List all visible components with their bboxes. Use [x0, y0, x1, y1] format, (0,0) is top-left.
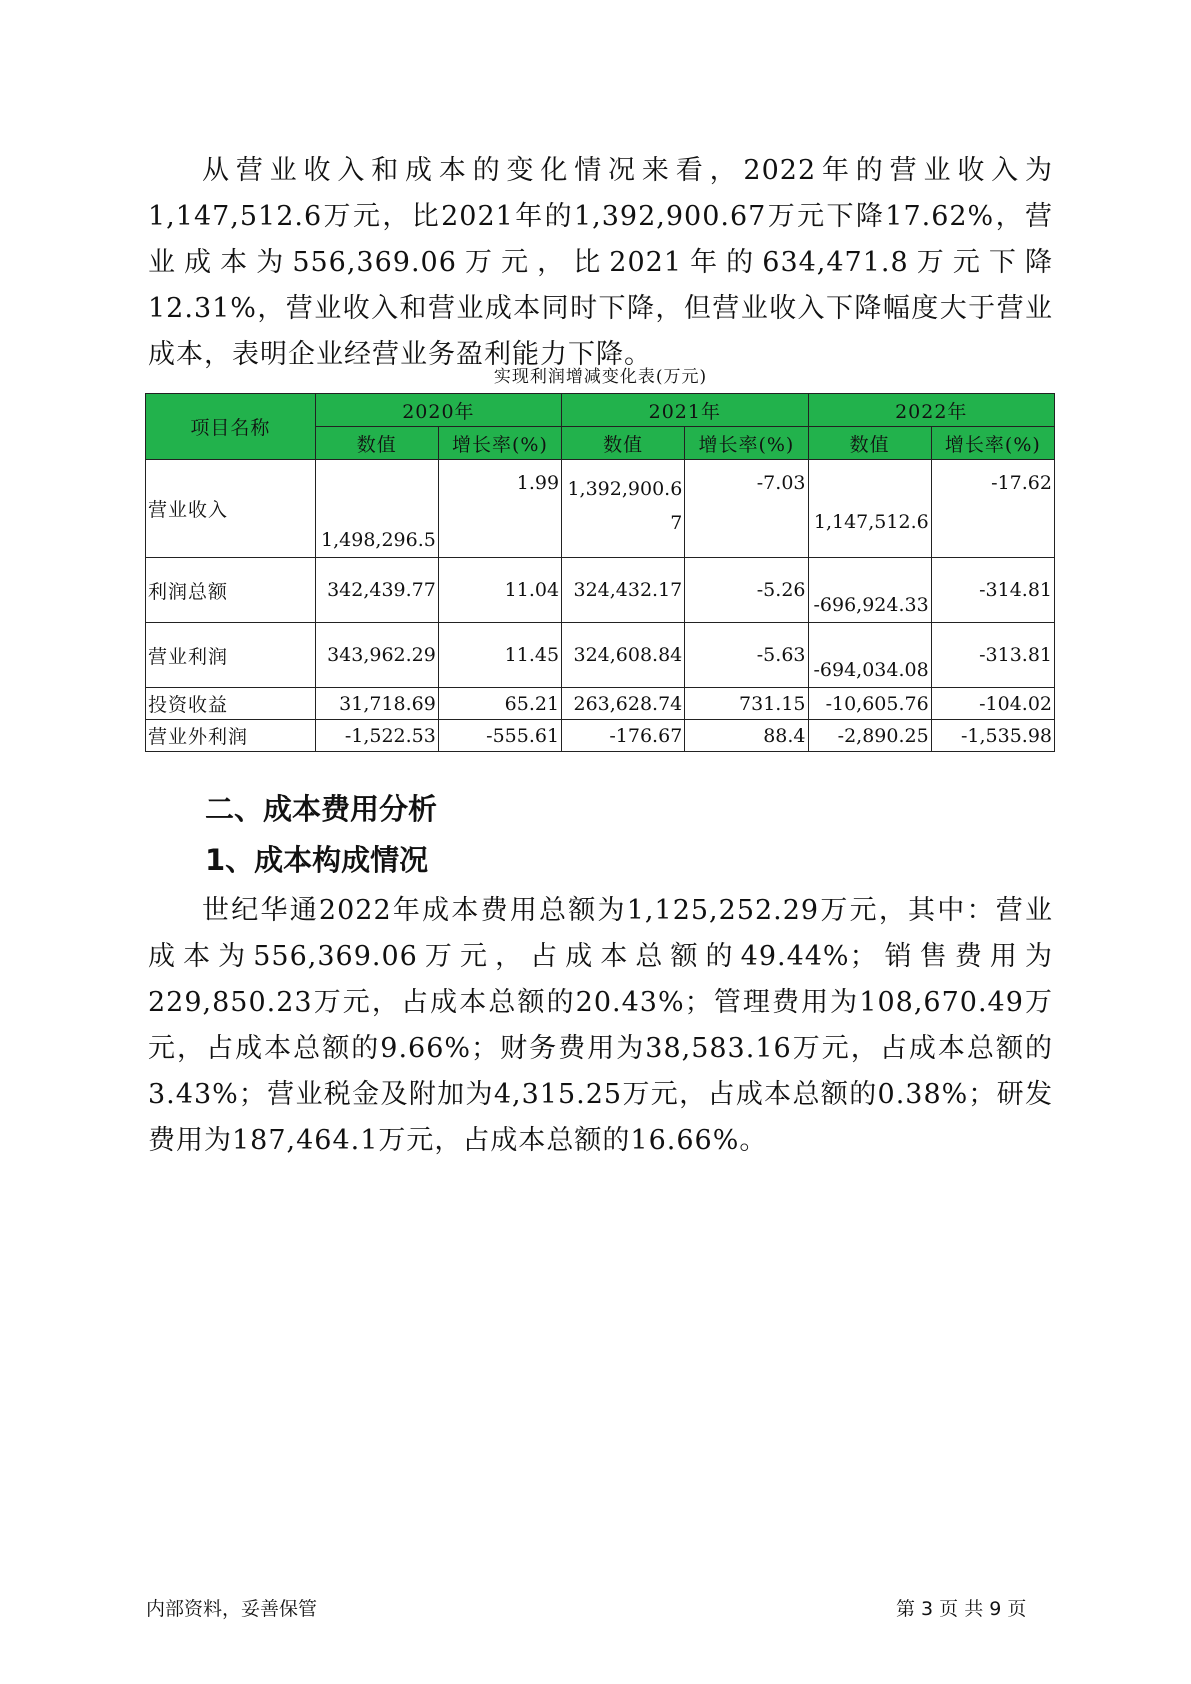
row-name: 营业利润 — [146, 623, 316, 688]
value-2021: 324,608.84 — [562, 623, 685, 688]
rate-2020: 11.04 — [438, 558, 561, 623]
table-header-row — [146, 394, 1055, 427]
page-number: 第 3 页 共 9 页 — [896, 1598, 1027, 1620]
rate-2021: -7.03 — [685, 460, 808, 558]
value-header: 数值 — [808, 427, 931, 460]
table-row — [146, 558, 1055, 623]
year-header-2020: 2020年 — [315, 394, 561, 427]
rate-2022: -314.81 — [931, 558, 1054, 623]
row-name: 营业外利润 — [146, 720, 316, 752]
value-2021-line-2: 7 — [670, 512, 683, 534]
table-row — [146, 688, 1055, 720]
value-2020: 342,439.77 — [315, 558, 438, 623]
value-header: 数值 — [562, 427, 685, 460]
rate-header: 增长率(%) — [438, 427, 561, 460]
row-name: 营业收入 — [146, 460, 316, 558]
value-2022: -694,034.08 — [808, 623, 931, 688]
subsection-heading: 1、成本构成情况 — [205, 843, 429, 877]
item-name-header: 项目名称 — [146, 394, 316, 460]
table-row — [146, 720, 1055, 752]
value-2021: 263,628.74 — [562, 688, 685, 720]
value-2020: 31,718.69 — [315, 688, 438, 720]
value-2022: -10,605.76 — [808, 688, 931, 720]
rate-2022: -17.62 — [931, 460, 1054, 558]
value-2022: 1,147,512.6 — [808, 460, 931, 558]
value-2020: 343,962.29 — [315, 623, 438, 688]
rate-header: 增长率(%) — [931, 427, 1054, 460]
value-header: 数值 — [315, 427, 438, 460]
value-2022: -2,890.25 — [808, 720, 931, 752]
profit-change-table — [145, 393, 1055, 752]
rate-2020: 1.99 — [438, 460, 561, 558]
table-row — [146, 460, 1055, 558]
cost-composition-paragraph: 世纪华通2022年成本费用总额为1,125,252.29万元，其中：营业成本为556,369.06万元，占成本总额的49.44%；销售费用为229,850.23万元，占成本总额的20.43%；管理费用为108,670.49万元，占成本总额的9.66%；财务费用为38,583.16万元，占成本总额的3.43%；营业税金及附加为4,315.25万元，占成本总额的0.38%；研发费用为187,464.1万元，占成本总额的16.66%。 — [148, 895, 1053, 1156]
value-2021: 324,432.17 — [562, 558, 685, 623]
value-2021-line-1: 1,392,900.6 — [567, 478, 683, 500]
table-caption: 实现利润增减变化表(万元) — [493, 367, 708, 387]
rate-2022: -104.02 — [931, 688, 1054, 720]
rate-2020: 65.21 — [438, 688, 561, 720]
rate-header: 增长率(%) — [685, 427, 808, 460]
value-2020: -1,522.53 — [315, 720, 438, 752]
section-heading: 二、成本费用分析 — [205, 792, 438, 826]
rate-2022: -1,535.98 — [931, 720, 1054, 752]
row-name: 投资收益 — [146, 688, 316, 720]
value-2021: -176.67 — [562, 720, 685, 752]
rate-2021: 731.15 — [685, 688, 808, 720]
confidentiality-note: 内部资料，妥善保管 — [146, 1598, 318, 1620]
value-2022: -696,924.33 — [808, 558, 931, 623]
intro-paragraph: 从营业收入和成本的变化情况来看，2022年的营业收入为1,147,512.6万元，比2021年的1,392,900.67万元下降17.62%，营业成本为556,369.06万元，比2021年的634,471.8万元下降12.31%，营业收入和营业成本同时下降，但营业收入下降幅度大于营业成本，表明企业经营业务盈利能力下降。 — [148, 155, 1053, 370]
rate-2022: -313.81 — [931, 623, 1054, 688]
rate-2021: -5.26 — [685, 558, 808, 623]
rate-2021: -5.63 — [685, 623, 808, 688]
year-header-2022: 2022年 — [808, 394, 1055, 427]
table-row — [146, 623, 1055, 688]
value-2021 — [562, 460, 685, 558]
rate-2020: 11.45 — [438, 623, 561, 688]
value-2020: 1,498,296.5 — [315, 460, 438, 558]
year-header-2021: 2021年 — [562, 394, 808, 427]
rate-2020: -555.61 — [438, 720, 561, 752]
row-name: 利润总额 — [146, 558, 316, 623]
rate-2021: 88.4 — [685, 720, 808, 752]
